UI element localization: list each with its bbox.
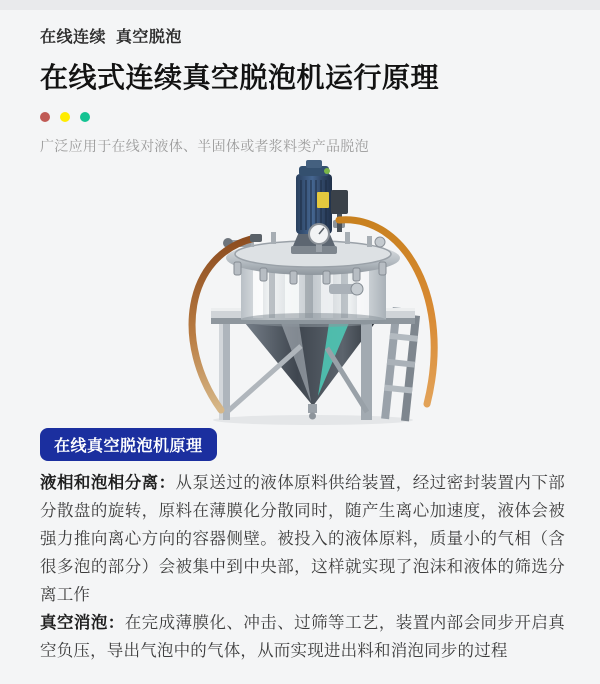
junction-box bbox=[331, 190, 348, 214]
page-title: 在线式连续真空脱泡机运行原理 bbox=[40, 62, 440, 93]
page-content bbox=[0, 24, 600, 665]
paragraph-defoam-lead: 真空消泡： bbox=[40, 614, 125, 632]
paragraph-separation-body: 从泵送过的液体原料供给装置，经过密封装置内下部分散盘的旋转，原料在薄膜化分散同时，随产生离心加速度，液体会被强力推向离心方向的容器侧壁。被投入的液体原料，质量小的气相（含很多泡的部分）会被集中到中央部，这样就实现了泡沫和液体的筛选分离工作 bbox=[40, 474, 565, 604]
dot-teal-icon bbox=[80, 112, 90, 122]
machine-photo bbox=[40, 158, 565, 426]
top-strip bbox=[0, 0, 600, 10]
motor-label bbox=[317, 192, 329, 208]
hose-fitting bbox=[250, 234, 262, 242]
principle-text bbox=[40, 469, 565, 665]
dot-yellow-icon bbox=[60, 112, 70, 122]
dot-red-icon bbox=[40, 112, 50, 122]
kicker-text: 在线连续 真空脱泡 bbox=[40, 29, 182, 46]
cone-hopper bbox=[245, 323, 375, 420]
frame-ladder bbox=[381, 307, 421, 421]
machine-illustration bbox=[133, 158, 473, 428]
paragraph-separation-lead: 液相和泡相分离： bbox=[40, 474, 176, 492]
paragraph-defoam bbox=[40, 609, 565, 665]
principle-badge: 在线真空脱泡机原理 bbox=[40, 428, 217, 461]
page-subtitle: 广泛应用于在线对液体、半固体或者浆料类产品脱泡 bbox=[40, 138, 369, 154]
paragraph-defoam-body: 在完成薄膜化、冲击、过筛等工艺，装置内部会同步开启真空负压，导出气泡中的气体，从而实现进出料和消泡同步的过程 bbox=[40, 614, 565, 660]
decorative-dots bbox=[40, 112, 565, 122]
paragraph-separation bbox=[40, 469, 565, 609]
